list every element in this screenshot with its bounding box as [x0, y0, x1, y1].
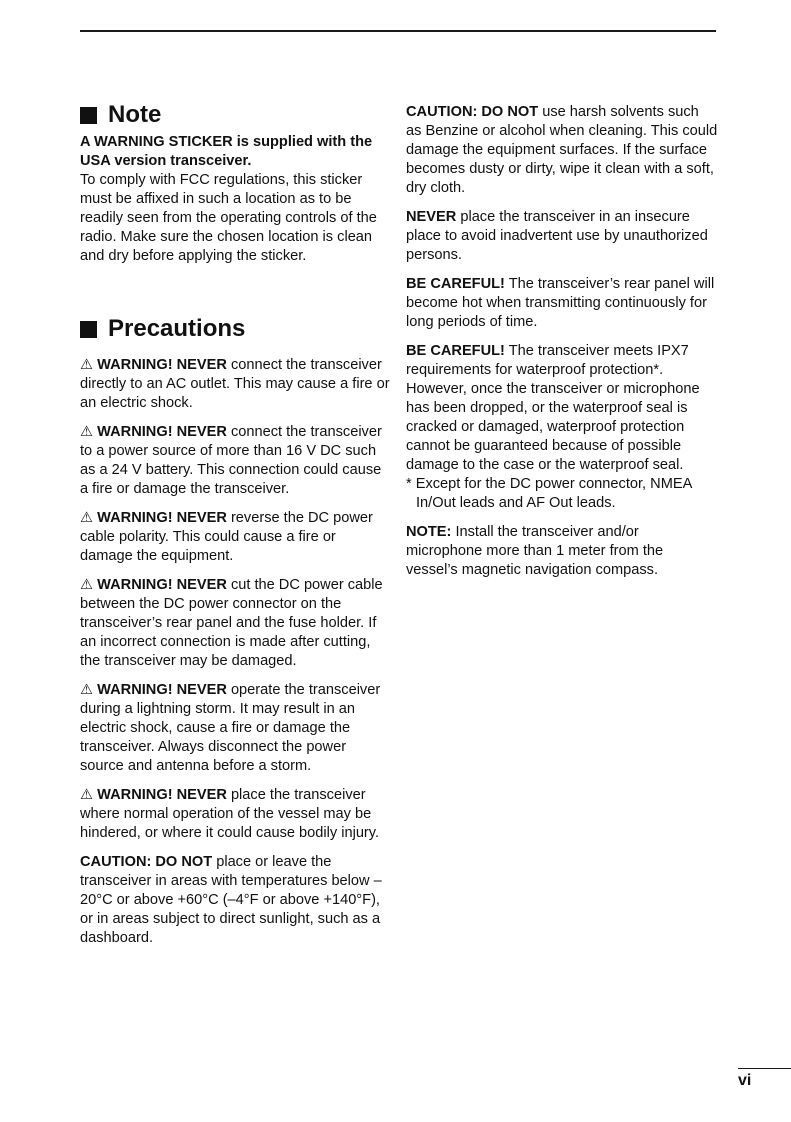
precaution-item: BE CAREFUL! The transceiver meets IPX7 requirements for waterproof protection*. However, once the transceiver or microphone has been dropped, or the waterproof seal is cracked or damaged, waterproof protection cannot be guaranteed because of possible damage to the case or the waterproof seal.: [406, 343, 700, 473]
footnote: * Except for the DC power connector, NMEA In/Out leads and AF Out leads.: [406, 476, 692, 511]
left-column: [80, 100, 392, 958]
right-column: [406, 103, 718, 590]
precaution-item: ⚠ WARNING! NEVER connect the transceiver to a power source of more than 16 V DC such as a 24 V battery. This connection could cause a fire or damage the transceiver.: [80, 424, 382, 497]
precaution-item: CAUTION: DO NOT place or leave the transceiver in areas with temperatures below –20°C or above +60°C (–4°F or above +140°F), or in areas subject to direct sunlight, such as a dashboard.: [80, 854, 382, 946]
precaution-item: CAUTION: DO NOT use harsh solvents such as Benzine or alcohol when cleaning. This could damage the equipment surfaces. If the surface becomes dusty or dirty, wipe it clean with a soft, dry cloth.: [406, 104, 718, 196]
warning-triangle-icon: ⚠: [80, 357, 94, 373]
precaution-item: ⚠ WARNING! NEVER reverse the DC power cable polarity. This could cause a fire or damage the equipment.: [80, 510, 373, 564]
precaution-item: ⚠ WARNING! NEVER operate the transceiver during a lightning storm. It may result in an electric shock, cause a fire or damage the transceiver. Always disconnect the power source and antenna before a storm.: [80, 682, 381, 774]
precaution-item: NOTE: Install the transceiver and/or microphone more than 1 meter from the vessel’s magnetic navigation compass.: [406, 524, 664, 578]
sticker-title: A WARNING STICKER is supplied with the USA version transceiver.: [80, 134, 373, 169]
warning-triangle-icon: ⚠: [80, 682, 94, 698]
note-heading: [80, 100, 392, 130]
note-body: To comply with FCC regulations, this sticker must be affixed in such a location as to be readily seen from the operating controls of the radio. Make sure the chosen location is clean and dry before applying the sticker.: [80, 172, 377, 264]
warning-triangle-icon: ⚠: [80, 510, 94, 526]
precautions-heading-text: Precautions: [108, 315, 246, 342]
precaution-item: NEVER place the transceiver in an insecure place to avoid inadvertent use by unauthorized persons.: [406, 209, 708, 263]
square-bullet-icon: [80, 107, 97, 124]
precaution-item: ⚠ WARNING! NEVER cut the DC power cable between the DC power connector on the transceiver’s rear panel and the fuse holder. If an incorrect connection is made after cutting, the transceiver may be damaged.: [80, 577, 383, 669]
precaution-item: ⚠ WARNING! NEVER connect the transceiver directly to an AC outlet. This may cause a fire or an electric shock.: [80, 357, 390, 411]
page-number: vi: [738, 1072, 752, 1089]
precaution-item: ⚠ WARNING! NEVER place the transceiver where normal operation of the vessel may be hindered, or where it could cause bodily injury.: [80, 787, 380, 841]
square-bullet-icon: [80, 321, 97, 338]
warning-triangle-icon: ⚠: [80, 424, 94, 440]
warning-triangle-icon: ⚠: [80, 577, 94, 593]
top-rule: [80, 30, 716, 32]
warning-triangle-icon: ⚠: [80, 787, 94, 803]
precautions-heading: [80, 314, 392, 344]
precaution-item: BE CAREFUL! The transceiver’s rear panel will become hot when transmitting continuously for long periods of time.: [406, 276, 715, 330]
page-number-rule: [738, 1068, 791, 1069]
note-heading-text: Note: [108, 101, 162, 128]
